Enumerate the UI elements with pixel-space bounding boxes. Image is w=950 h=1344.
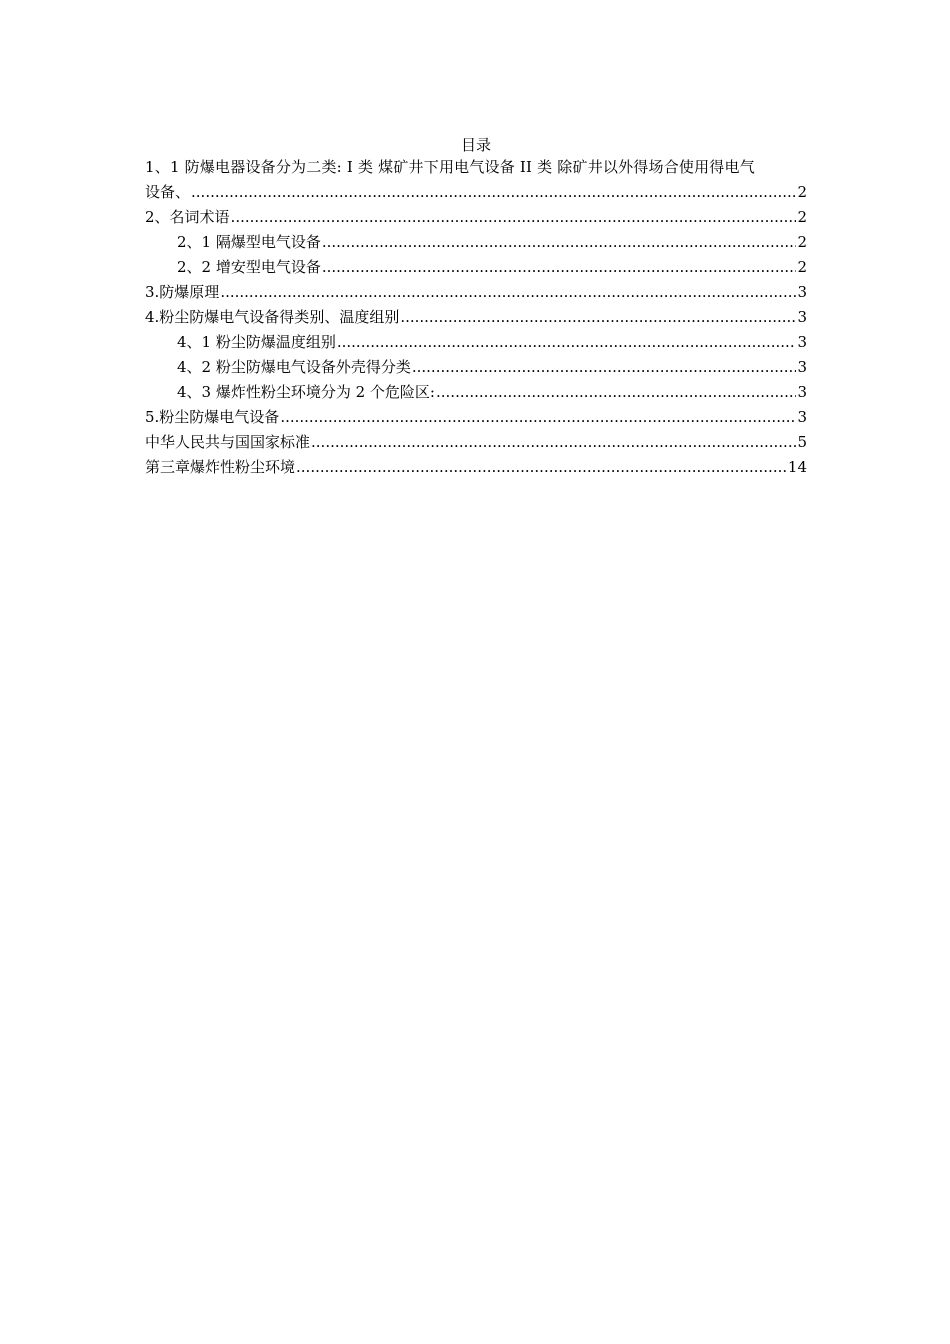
toc-entry-text: 中华人民共与国国家标准: [145, 433, 311, 451]
toc-page-number: 2: [797, 233, 807, 251]
toc-page-number: 3: [797, 283, 807, 301]
toc-page-number: 3: [797, 308, 807, 326]
dot-leader: [322, 255, 797, 280]
dot-leader: [337, 330, 797, 355]
toc-entry-national-standard[interactable]: [145, 430, 807, 455]
toc-page-number: 5: [797, 433, 807, 451]
toc-page-number: 2: [797, 208, 807, 226]
toc-entry-text: 第三章爆炸性粉尘环境: [145, 458, 296, 476]
dot-leader: [280, 405, 796, 430]
toc-entry-1[interactable]: [145, 155, 807, 205]
dot-leader: [296, 455, 787, 480]
toc-entry-2-1[interactable]: [145, 230, 807, 255]
toc-entry-text: 3.防爆原理: [145, 283, 220, 301]
toc-page-number: 2: [797, 183, 807, 201]
toc-page-number: 2: [797, 258, 807, 276]
toc-title: 目录: [460, 136, 491, 154]
toc-entry-text: 5.粉尘防爆电气设备: [145, 408, 280, 426]
toc-entry-text: 2、名词术语: [145, 208, 230, 226]
dot-leader: [412, 355, 797, 380]
toc-page-number: 3: [797, 358, 807, 376]
toc-entry-text: 4、3 爆炸性粉尘环境分为 2 个危险区:: [177, 383, 435, 401]
toc-entry-text: 2、1 隔爆型电气设备: [177, 233, 321, 251]
toc-entry-4-1[interactable]: [145, 330, 807, 355]
dot-leader: [231, 205, 797, 230]
dot-leader: [311, 430, 796, 455]
toc-page-number: 3: [797, 408, 807, 426]
dot-leader: [322, 230, 797, 255]
toc-entry-2[interactable]: [145, 205, 807, 230]
toc-entry-5[interactable]: [145, 405, 807, 430]
toc-entry-3[interactable]: [145, 280, 807, 305]
table-of-contents: [145, 136, 807, 480]
dot-leader: [220, 280, 796, 305]
toc-entry-4-2[interactable]: [145, 355, 807, 380]
toc-entry-text-line2: 设备、: [145, 183, 191, 201]
toc-page-number: 14: [787, 458, 807, 476]
toc-entry-text: 4.粉尘防爆电气设备得类别、温度组别: [145, 308, 400, 326]
toc-entry-4-3[interactable]: [145, 380, 807, 405]
toc-entry-chapter-3[interactable]: [145, 455, 807, 480]
toc-entry-text: 4、1 粉尘防爆温度组别: [177, 333, 336, 351]
toc-entry-text: 4、2 粉尘防爆电气设备外壳得分类: [177, 358, 411, 376]
dot-leader: [400, 305, 796, 330]
toc-entry-2-2[interactable]: [145, 255, 807, 280]
toc-entry-text-line1: 1、1 防爆电器设备分为二类: I 类 煤矿井下用电气设备 II 类 除矿井以外得场合使用得电气: [145, 158, 755, 176]
dot-leader: [191, 180, 796, 205]
toc-entry-text: 2、2 增安型电气设备: [177, 258, 321, 276]
toc-page-number: 3: [797, 333, 807, 351]
toc-page-number: 3: [797, 383, 807, 401]
dot-leader: [436, 380, 796, 405]
toc-entry-4[interactable]: [145, 305, 807, 330]
